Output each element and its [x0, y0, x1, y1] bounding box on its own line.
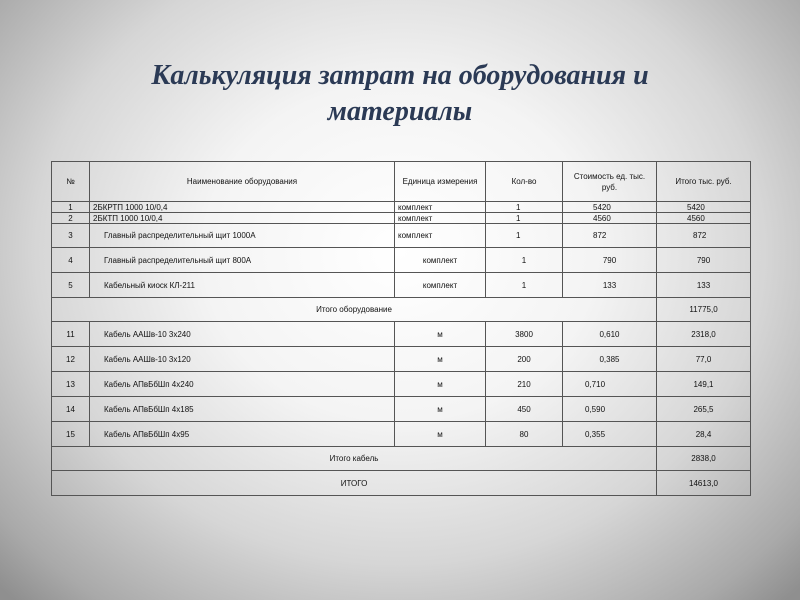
header-num: №	[52, 162, 90, 202]
cell-name: Главный распределительный щит 1000А	[90, 224, 395, 248]
table-row	[52, 202, 751, 213]
equipment-total-row	[52, 298, 751, 322]
cell-qty: 450	[486, 397, 563, 422]
table-row	[52, 213, 751, 224]
cell-unit: комплект	[395, 273, 486, 298]
cell-qty: 3800	[486, 322, 563, 347]
header-name: Наименование оборудования	[90, 162, 395, 202]
grand-total-label: ИТОГО	[52, 471, 657, 496]
cell-cost: 790	[563, 248, 657, 273]
cell-num: 5	[52, 273, 90, 298]
cell-unit: комплект	[395, 213, 486, 224]
page-title	[0, 58, 800, 130]
title-line-2: материалы	[327, 96, 473, 127]
cell-name: Кабель АПвБбШп 4х185	[90, 397, 395, 422]
cell-total: 4560	[657, 213, 751, 224]
cell-num: 15	[52, 422, 90, 447]
cable-total-label: Итого кабель	[52, 447, 657, 471]
table-row	[52, 322, 751, 347]
cell-cost: 872	[563, 224, 657, 248]
grand-total-row	[52, 471, 751, 496]
cell-name: Кабель ААШв-10 3х240	[90, 322, 395, 347]
cell-total: 5420	[657, 202, 751, 213]
cell-unit: комплект	[395, 202, 486, 213]
cell-cost: 0,710	[563, 372, 657, 397]
cell-num: 1	[52, 202, 90, 213]
cable-total-row	[52, 447, 751, 471]
cell-cost: 0,590	[563, 397, 657, 422]
table-row	[52, 397, 751, 422]
cell-num: 2	[52, 213, 90, 224]
cell-total: 790	[657, 248, 751, 273]
header-unit: Единица измерения	[395, 162, 486, 202]
cell-cost: 5420	[563, 202, 657, 213]
table-row	[52, 422, 751, 447]
cell-unit: м	[395, 322, 486, 347]
header-unit-cost: Стоимость ед. тыс. руб.	[563, 162, 657, 202]
table-row	[52, 248, 751, 273]
table-header-row	[52, 162, 751, 202]
cell-cost: 4560	[563, 213, 657, 224]
cell-unit: м	[395, 422, 486, 447]
cell-cost: 0,385	[563, 347, 657, 372]
cost-table	[51, 161, 751, 496]
cell-num: 3	[52, 224, 90, 248]
cell-name: Главный распределительный щит 800А	[90, 248, 395, 273]
cell-unit: м	[395, 372, 486, 397]
cell-num: 4	[52, 248, 90, 273]
cell-num: 14	[52, 397, 90, 422]
cell-name: 2БКРТП 1000 10/0,4	[90, 202, 395, 213]
table-row	[52, 224, 751, 248]
cell-name: Кабельный киоск КЛ-211	[90, 273, 395, 298]
header-qty: Кол-во	[486, 162, 563, 202]
title-line-1: Калькуляция затрат на оборудования и	[151, 60, 649, 91]
cell-unit: м	[395, 347, 486, 372]
cell-qty: 1	[486, 213, 563, 224]
grand-total-value: 14613,0	[657, 471, 751, 496]
cell-name: Кабель ААШв-10 3х120	[90, 347, 395, 372]
equipment-total-value: 11775,0	[657, 298, 751, 322]
cell-unit: комплект	[395, 224, 486, 248]
cell-qty: 1	[486, 202, 563, 213]
cell-qty: 210	[486, 372, 563, 397]
cell-qty: 1	[486, 273, 563, 298]
cell-unit: м	[395, 397, 486, 422]
table-row	[52, 372, 751, 397]
cell-qty: 1	[486, 248, 563, 273]
cell-total: 149,1	[657, 372, 751, 397]
cell-total: 265,5	[657, 397, 751, 422]
cell-unit: комплект	[395, 248, 486, 273]
cell-num: 13	[52, 372, 90, 397]
cell-cost: 0,610	[563, 322, 657, 347]
cell-qty: 80	[486, 422, 563, 447]
cable-total-value: 2838,0	[657, 447, 751, 471]
cell-name: Кабель АПвБбШп 4х240	[90, 372, 395, 397]
cell-qty: 200	[486, 347, 563, 372]
cell-num: 11	[52, 322, 90, 347]
cell-qty: 1	[486, 224, 563, 248]
table-row	[52, 347, 751, 372]
table-row	[52, 273, 751, 298]
equipment-total-label: Итого оборудование	[52, 298, 657, 322]
cell-total: 2318,0	[657, 322, 751, 347]
header-total: Итого тыс. руб.	[657, 162, 751, 202]
cell-total: 872	[657, 224, 751, 248]
cell-num: 12	[52, 347, 90, 372]
cell-cost: 0,355	[563, 422, 657, 447]
cell-name: Кабель АПвБбШп 4х95	[90, 422, 395, 447]
cell-name: 2БКТП 1000 10/0,4	[90, 213, 395, 224]
cell-total: 133	[657, 273, 751, 298]
cell-cost: 133	[563, 273, 657, 298]
cell-total: 77,0	[657, 347, 751, 372]
cell-total: 28,4	[657, 422, 751, 447]
